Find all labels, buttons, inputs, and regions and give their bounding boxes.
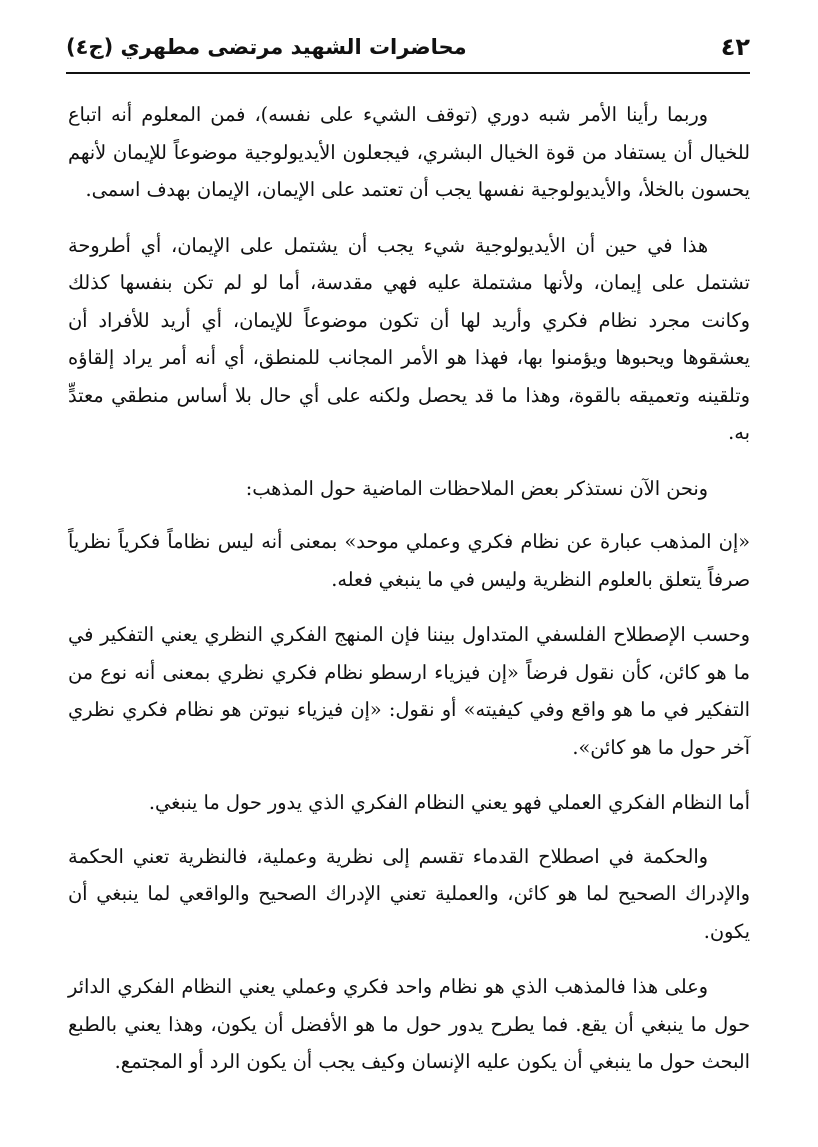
paragraph: هذا في حين أن الأيديولوجية شيء يجب أن يشتمل على الإيمان، أي أطروحة تشتمل على إيمان، ولأنها مشتملة عليه فهي مقدسة، أما لو لم تكن بنفسها كذلك وكانت مجرد نظام فكري وأريد لها أن تكون موضوعاً للإيمان، أي أريد للأفراد أن يعشقوها ويحبوها ويؤمنوا بها، فهذا هو الأمر المجانب للمنطق، أي أنه أمر يراد إلقاؤه وتلقينه وتعميقه بالقوة، وهذا ما قد يحصل ولكنه على أي حال بلا أساس منطقي معتدٍّ به. [68, 233, 750, 444]
paragraph: والحكمة في اصطلاح القدماء تقسم إلى نظرية وعملية، فالنظرية تعني الحكمة والإدراك الصحيح لما هو كائن، والعملية تعني الإدراك الصحيح والواقعي لما ينبغي أن يكون. [68, 844, 750, 943]
paragraph: وعلى هذا فالمذهب الذي هو نظام واحد فكري وعملي يعني النظام الفكري الدائر حول ما ينبغي أن يقع. فما يطرح يدور حول ما هو الأفضل أن يكون، وهذا يعني بالطبع البحث حول ما ينبغي أن يكون عليه الإنسان وكيف يجب أن يكون الرد أو المجتمع. [68, 975, 750, 1073]
page-header [66, 24, 750, 70]
quoted-paragraph: «إن المذهب عبارة عن نظام فكري وعملي موحد» بمعنى أنه ليس نظاماً فكرياً نظرياً صرفاً يتعلق بالعلوم النظرية وليس في ما ينبغي فعله. [68, 530, 750, 591]
paragraph: أما النظام الفكري العملي فهو يعني النظام الفكري الذي يدور حول ما ينبغي. [148, 791, 750, 814]
running-title: محاضرات الشهيد مرتضى مطهري (ج٤) [66, 35, 467, 59]
paragraph: وحسب الإصطلاح الفلسفي المتداول بيننا فإن المنهج الفكري النظري يعني التفكير في ما هو كائن، كأن نقول فرضاً «إن فيزياء ارسطو نظام فكري نظري بمعنى أنه نوع من التفكير في ما هو واقع وفي كيفيته» أو نقول: «إن فيزياء نيوتن هو نظام فكري نظري آخر حول ما هو كائن». [68, 623, 750, 759]
body-text [68, 96, 750, 1099]
header-divider [66, 72, 750, 74]
paragraph: وربما رأينا الأمر شبه دوري (توقف الشيء على نفسه)، فمن المعلوم أنه اتباع للخيال أن يستفاد من قوة الخيال البشري، فيجعلون الأيديولوجية موضوعاً للإيمان لأنهم يحسون بالخلأ، والأيديولوجية نفسها يجب أن تعتمد على الإيمان، الإيمان بهدف اسمى. [68, 103, 750, 201]
page-number: ٤٢ [720, 33, 750, 61]
paragraph: ونحن الآن نستذكر بعض الملاحظات الماضية حول المذهب: [245, 476, 708, 500]
